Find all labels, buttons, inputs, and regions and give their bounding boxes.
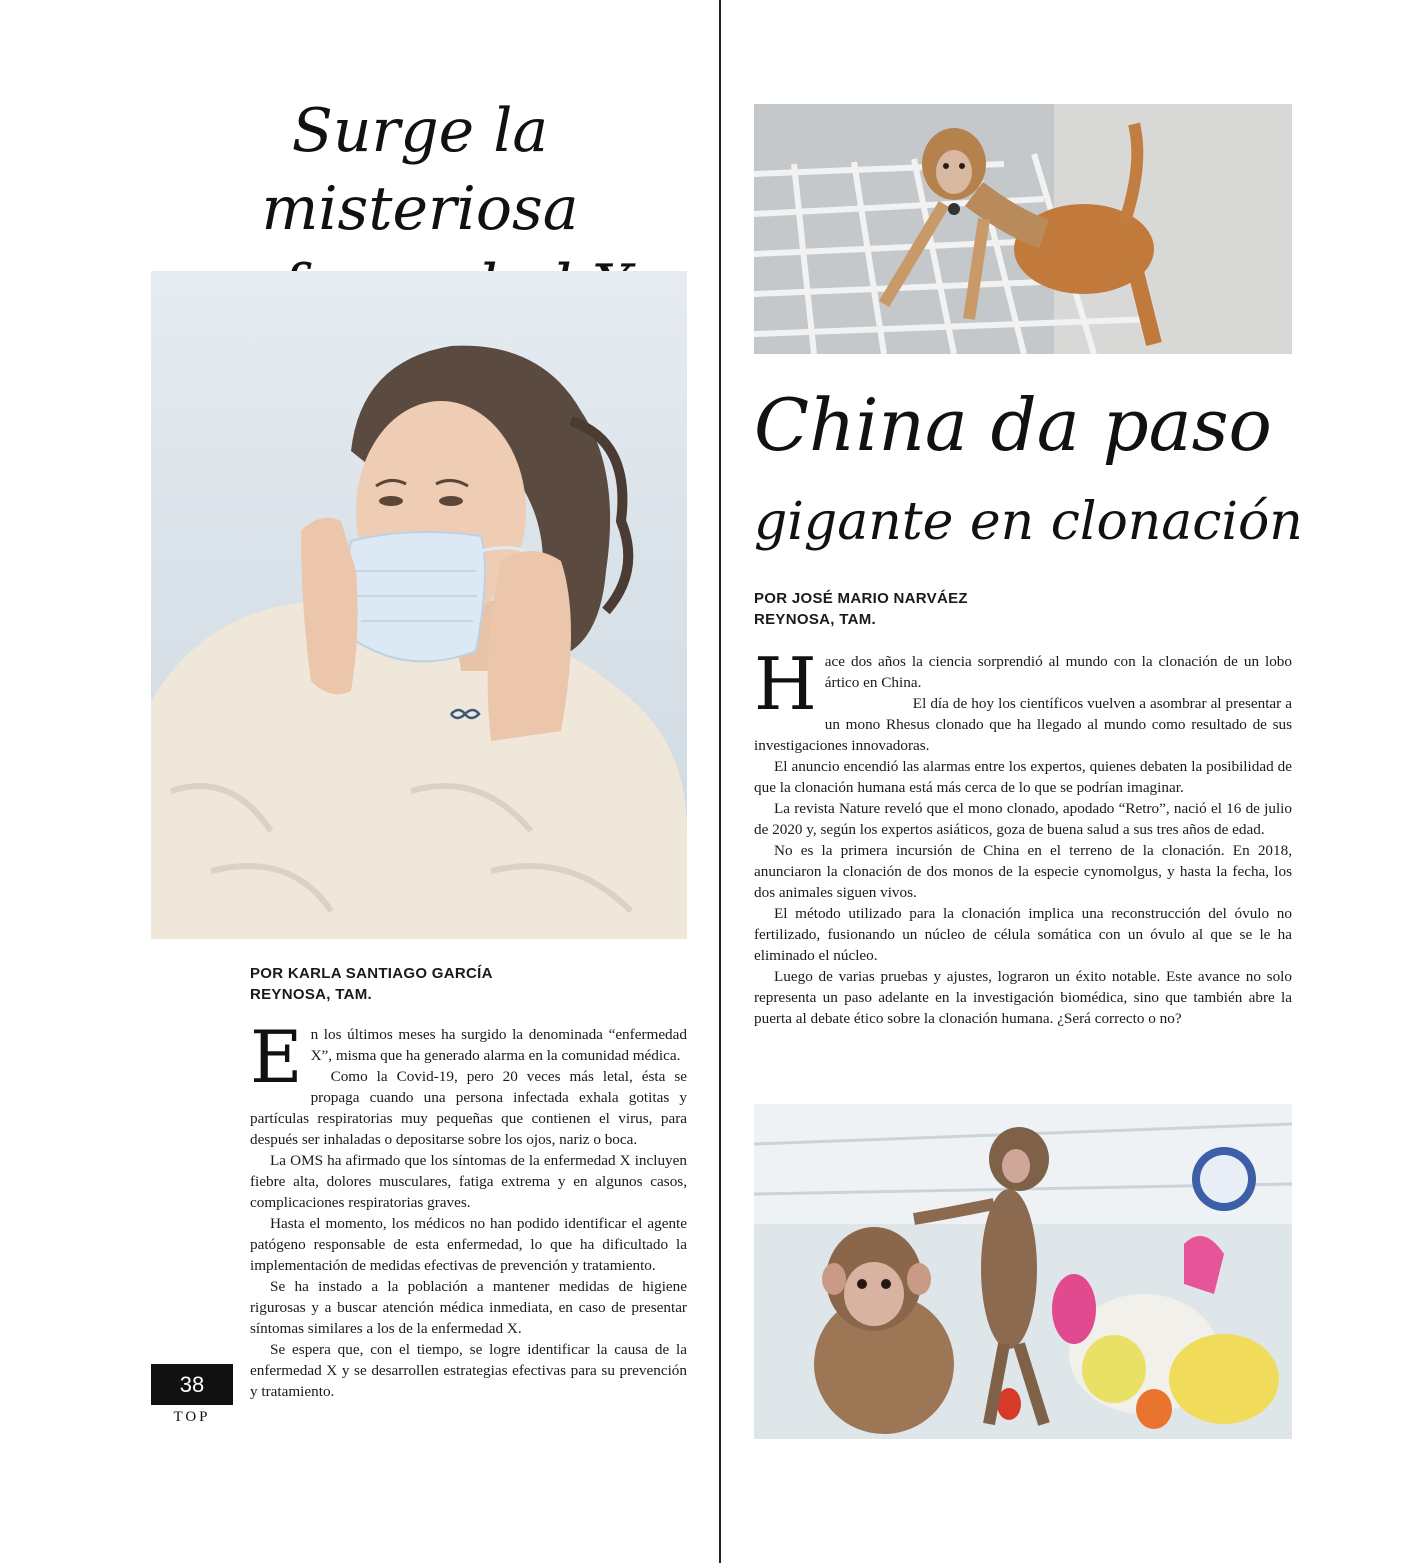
right-paragraph-6: El método utilizado para la clonación implica una reconstrucción del óvulo no fertilizado, fusionando un núcleo de célula somática con un óvulo al que se le ha eliminado el núcleo. xyxy=(754,905,1292,964)
right-dropcap: H xyxy=(754,642,817,726)
right-article-title-line1: China da paso xyxy=(754,383,1272,467)
left-article-body xyxy=(250,1015,687,1402)
left-location: REYNOSA, TAM. xyxy=(250,986,372,1003)
right-article-title-line2: gigante en clonación xyxy=(754,492,1303,552)
woman-face-mask-photo xyxy=(151,271,687,939)
left-paragraph-2: Como la Covid-19, pero 20 veces más letal, ésta se propaga cuando una persona infectada exhala gotitas y partículas respiratorias muy pequeñas que contienen el virus, para después ser inhaladas o depositarse sobre los ojos, nariz o boca. xyxy=(250,1068,687,1148)
page-divider xyxy=(719,0,721,1563)
left-paragraph-1: En los últimos meses ha surgido la denominada “enfermedad X”, misma que ha generado alarma en la comunidad médica. xyxy=(250,1015,687,1099)
right-paragraph-5: No es la primera incursión de China en el terreno de la clonación. En 2018, anunciaron la clonación de dos monos de la especie cynomolgus, y hasta la fecha, los dos animales siguen vivos. xyxy=(754,842,1292,901)
left-paragraph-4: Hasta el momento, los médicos no han podido identificar el agente patógeno responsable de esta enfermedad, lo que ha dificultado la implementación de medidas efectivas de prevención y tratamiento. xyxy=(250,1215,687,1274)
magazine-name: TOP xyxy=(173,1409,211,1425)
page-number: 38 xyxy=(151,1364,233,1405)
left-paragraph-3: La OMS ha afirmado que los síntomas de la enfermedad X incluyen fiebre alta, dolores musculares, fatiga extrema y en algunos casos, complicaciones respiratorias graves. xyxy=(250,1152,687,1211)
right-author: POR JOSÉ MARIO NARVÁEZ xyxy=(754,590,968,607)
right-location: REYNOSA, TAM. xyxy=(754,611,876,628)
right-paragraph-3: El anuncio encendió las alarmas entre los expertos, quienes debaten la posibilidad de que la clonación humana está más cerca de lo que se podrían imaginar. xyxy=(754,758,1292,796)
right-paragraph-2: El día de hoy los científicos vuelven a asombrar al presentar a un mono Rhesus clonado que ha llegado al mundo como resultado de sus investigaciones innovadoras. xyxy=(754,695,1292,754)
left-article-byline xyxy=(250,963,493,1005)
left-paragraph-5: Se ha instado a la población a mantener medidas de higiene rigurosas y a buscar atención médica inmediata, en caso de presentar síntomas similares a los de la enfermedad X. xyxy=(250,1278,687,1337)
left-title-line1: Surge la misteriosa xyxy=(261,96,579,244)
rhesus-monkey-photo xyxy=(754,104,1292,354)
baby-monkeys-incubator-photo xyxy=(754,1104,1292,1439)
right-article-body xyxy=(754,642,1292,1029)
right-paragraph-1: Hace dos años la ciencia sorprendió al mundo con la clonación de un lobo ártico en China. xyxy=(754,642,1292,726)
left-author: POR KARLA SANTIAGO GARCÍA xyxy=(250,965,493,982)
right-paragraph-7: Luego de varias pruebas y ajustes, lograron un éxito notable. Este avance no solo representa un paso adelante en la investigación biomédica, sino que también abre la puerta al debate ético sobre la clonación humana. ¿Será correcto o no? xyxy=(754,968,1292,1027)
left-dropcap: E xyxy=(250,1015,303,1099)
right-article-byline xyxy=(754,588,968,630)
right-paragraph-4: La revista Nature reveló que el mono clonado, apodado “Retro”, nació el 16 de julio de 2020 y, según los expertos asiáticos, goza de buena salud a sus tres años de edad. xyxy=(754,800,1292,838)
left-paragraph-6: Se espera que, con el tiempo, se logre identificar la causa de la enfermedad X y se desarrollen estrategias efectivas para su prevención y tratamiento. xyxy=(250,1341,687,1400)
